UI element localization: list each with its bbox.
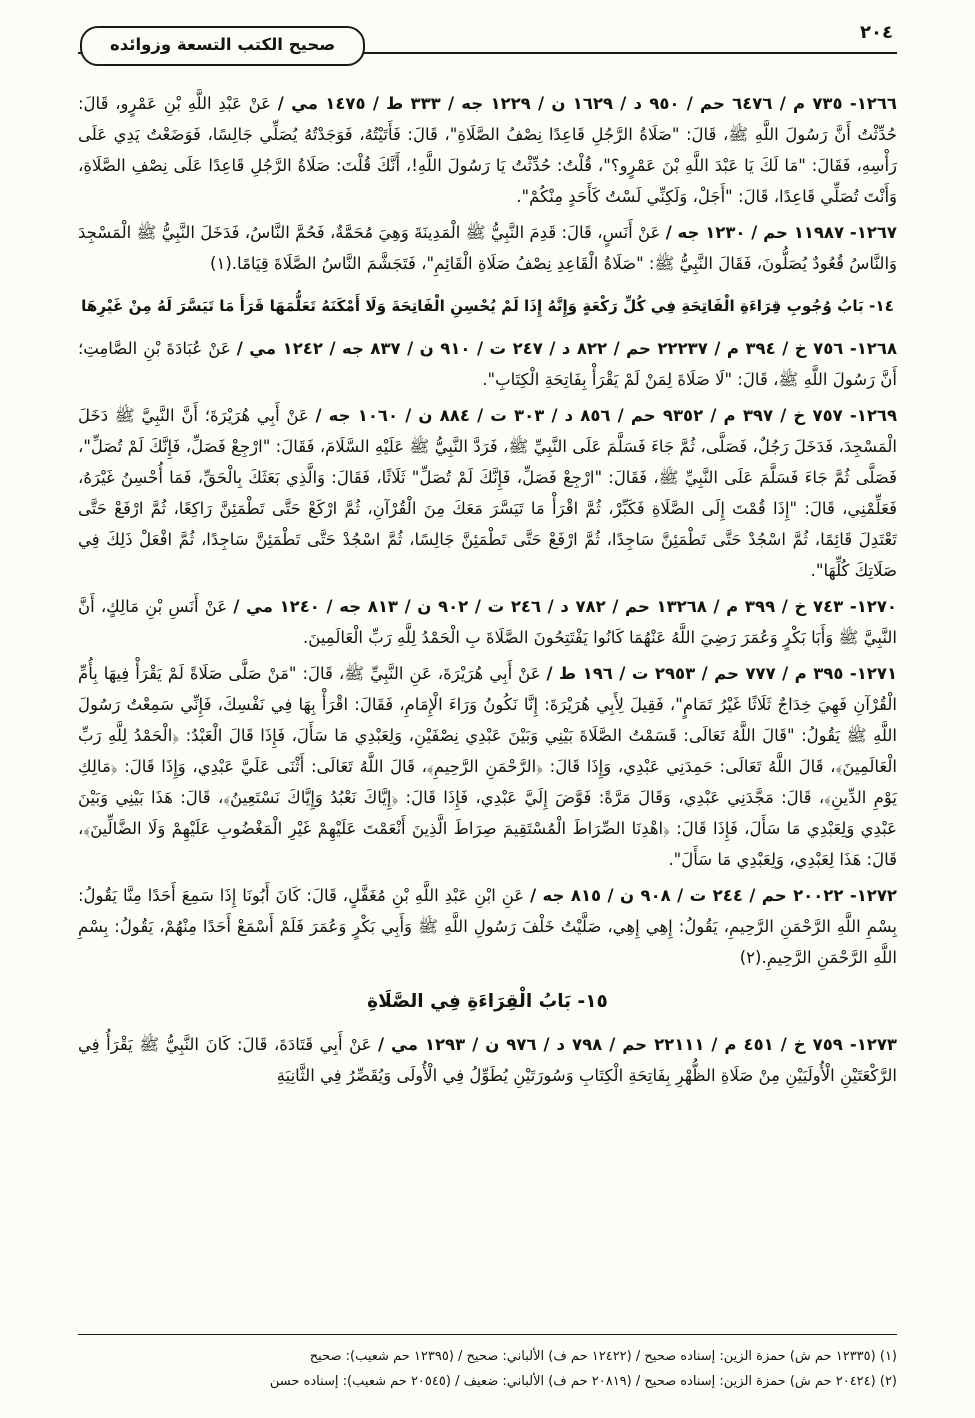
hadith-1267 xyxy=(78,217,897,279)
book-title: صحيح الكتب التسعة وزوائده xyxy=(110,35,336,54)
hadith-1269-refs: ١٢٦٩- ٧٥٧ خ / ٣٩٧ م / ٩٣٥٢ حم / ٨٥٦ د / ٣٠٣ ت / ٨٨٤ ن / ١٠٦٠ جه / xyxy=(315,406,898,425)
hadith-1272 xyxy=(78,880,897,973)
hadith-1273-text: عَنْ أَبِي قَتَادَةَ، قَالَ: كَانَ النَّبِيُّ ﷺ يَقْرَأُ فِي الرَّكْعَتَيْنِ الْأُولَيَيْنِ مِنْ صَلَاةِ الظُّهْرِ بِفَاتِحَةِ الْكِتَابِ وَسُورَتَيْنِ يُطَوِّلُ فِي الْأُولَى وَيُقَصِّرُ فِي الثَّانِيَةِ xyxy=(78,1035,897,1085)
book-title-box xyxy=(80,26,365,66)
footnote-1: (١) (١٢٣٣٥ حم ش) حمزة الزين: إسناده صحيح / (١٢٤٢٢ حم ف) الألباني: صحيح / (١٢٣٩٥ حم شعيب): صحيح xyxy=(309,1349,897,1364)
footnotes-section xyxy=(78,1334,897,1394)
chapter-heading-14: ١٤- بَابُ وُجُوبِ قِرَاءَةِ الْفَاتِحَةِ فِي كُلِّ رَكْعَةٍ وَإِنَّهُ إِذَا لَمْ يُحْسِنِ الْفَاتِحَةَ وَلَا أَمْكَنَهُ تَعَلُّمَهَا قَرَأَ مَا تَيَسَّرَ لَهُ مِنْ غَيْرِهَا xyxy=(81,297,894,315)
hadith-1271-text: عَنْ أَبِي هُرَيْرَةَ، عَنِ النَّبِيِّ ﷺ، قَالَ: "مَنْ صَلَّى صَلَاةً لَمْ يَقْرَأْ فِيهَا بِأُمِّ الْقُرْآنِ فَهِيَ خِدَاجٌ ثَلَاثًا غَيْرُ تَمَامٍ"، فَقِيلَ لِأَبِي هُرَيْرَةَ: إِنَّا نَكُونُ وَرَاءَ الْإِمَامِ، فَقَالَ: اقْرَأْ بِهَا فِي نَفْسِكَ، فَإِنِّي سَمِعْتُ رَسُولَ اللَّهِ ﷺ يَقُولُ: "قَالَ اللَّهُ تَعَالَى: قَسَمْتُ الصَّلَاةَ بَيْنِي وَبَيْنَ عَبْدِي نِصْفَيْنِ، وَلِعَبْدِي مَا سَأَلَ، فَإِذَا قَالَ الْعَبْدُ: ﴿الْحَمْدُ لِلَّهِ رَبِّ الْعَالَمِينَ﴾، قَالَ اللَّهُ تَعَالَى: حَمِدَنِي عَبْدِي، وَإِذَا قَالَ: ﴿الرَّحْمَنِ الرَّحِيمِ﴾، قَالَ اللَّهُ تَعَالَى: أَثْنَى عَلَيَّ عَبْدِي، وَإِذَا قَالَ: ﴿مَالِكِ يَوْمِ الدِّينِ﴾، قَالَ: مَجَّدَنِي عَبْدِي، وَقَالَ مَرَّةً: فَوَّضَ إِلَيَّ عَبْدِي، فَإِذَا قَالَ: ﴿إِيَّاكَ نَعْبُدُ وَإِيَّاكَ نَسْتَعِينُ﴾، قَالَ: هَذَا بَيْنِي وَبَيْنَ عَبْدِي وَلِعَبْدِي مَا سَأَلَ، فَإِذَا قَالَ: ﴿اهْدِنَا الصِّرَاطَ الْمُسْتَقِيمَ صِرَاطَ الَّذِينَ أَنْعَمْتَ عَلَيْهِمْ غَيْرِ الْمَغْضُوبِ عَلَيْهِمْ وَلَا الضَّالِّينَ﴾، قَالَ: هَذَا لِعَبْدِي، وَلِعَبْدِي مَا سَأَلَ". xyxy=(78,664,897,869)
hadith-1266 xyxy=(78,88,897,212)
hadith-1266-refs: ١٢٦٦- ٧٣٥ م / ٦٤٧٦ حم / ٩٥٠ د / ١٦٢٩ ن / ١٢٢٩ جه / ٣٣٣ ط / ١٤٧٥ مي / xyxy=(277,94,897,113)
hadith-1268 xyxy=(78,333,897,395)
hadith-1273 xyxy=(78,1029,897,1091)
hadith-1269 xyxy=(78,400,897,586)
chapter-heading-15: ١٥- بَابُ الْقِرَاءَةِ فِي الصَّلَاةِ xyxy=(367,991,608,1012)
page-number: ٢٠٤ xyxy=(860,22,893,43)
hadith-text-body xyxy=(78,88,897,1091)
hadith-1273-refs: ١٢٧٣- ٧٥٩ خ / ٤٥١ م / ٢٢١١١ حم / ٧٩٨ د / ٩٧٦ ن / ١٢٩٣ مي / xyxy=(377,1035,898,1054)
hadith-1268-text: عَنْ عُبَادَةَ بْنِ الصَّامِتِ؛ أَنَّ رَسُولَ اللَّهِ ﷺ، قَالَ: "لَا صَلَاةَ لِمَنْ لَمْ يَقْرَأْ بِفَاتِحَةِ الْكِتَابِ". xyxy=(78,339,897,389)
page-header xyxy=(78,18,897,76)
hadith-1269-text: عَنْ أَبِي هُرَيْرَةَ؛ أَنَّ النَّبِيَّ ﷺ دَخَلَ الْمَسْجِدَ، فَدَخَلَ رَجُلٌ، فَصَلَّى، ثُمَّ جَاءَ فَسَلَّمَ عَلَى النَّبِيِّ ﷺ، فَرَدَّ النَّبِيُّ ﷺ عَلَيْهِ السَّلَامَ، فَقَالَ: "ارْجِعْ فَصَلِّ، فَإِنَّكَ لَمْ تُصَلِّ"، فَصَلَّى ثُمَّ جَاءَ فَسَلَّمَ عَلَى النَّبِيِّ ﷺ، فَقَالَ: "ارْجِعْ فَصَلِّ، فَإِنَّكَ لَمْ تُصَلِّ" ثَلَاثًا، فَقَالَ: وَالَّذِي بَعَثَكَ بِالْحَقِّ، فَمَا أُحْسِنُ غَيْرَهُ، فَعَلِّمْنِي، قَالَ: "إِذَا قُمْتَ إِلَى الصَّلَاةِ فَكَبِّرْ، ثُمَّ اقْرَأْ مَا تَيَسَّرَ مَعَكَ مِنَ الْقُرْآنِ، ثُمَّ ارْكَعْ حَتَّى تَطْمَئِنَّ رَاكِعًا، ثُمَّ ارْفَعْ حَتَّى تَعْتَدِلَ قَائِمًا، ثُمَّ اسْجُدْ حَتَّى تَطْمَئِنَّ سَاجِدًا، ثُمَّ ارْفَعْ حَتَّى تَطْمَئِنَّ جَالِسًا، ثُمَّ اسْجُدْ حَتَّى تَطْمَئِنَّ سَاجِدًا، ثُمَّ افْعَلْ ذَلِكَ فِي صَلَاتِكَ كُلِّهَا". xyxy=(78,406,897,580)
hadith-1271 xyxy=(78,658,897,875)
hadith-1270-text: عَنْ أَنَسِ بْنِ مَالِكٍ، أَنَّ النَّبِيَّ ﷺ وَأَبَا بَكْرٍ وَعُمَرَ رَضِيَ اللَّهُ عَنْهُمَا كَانُوا يَفْتَتِحُونَ الصَّلَاةَ بِ الْحَمْدُ لِلَّهِ رَبِّ الْعَالَمِينَ. xyxy=(78,597,897,647)
footnote-2: (٢) (٢٠٤٢٤ حم ش) حمزة الزين: إسناده صحيح / (٢٠٨١٩ حم ف) الألباني: ضعيف / (٢٠٥٤٥ حم شعيب): إسناده حسن xyxy=(269,1374,897,1389)
hadith-1271-refs: ١٢٧١- ٣٩٥ م / ٧٧٧ حم / ٢٩٥٣ ت / ١٩٦ ط / xyxy=(546,664,898,683)
hadith-1272-refs: ١٢٧٢- ٢٠٠٢٢ حم / ٢٤٤ ت / ٩٠٨ ن / ٨١٥ جه / xyxy=(530,886,898,905)
hadith-1268-refs: ١٢٦٨- ٧٥٦ خ / ٣٩٤ م / ٢٢٢٣٧ حم / ٨٢٢ د / ٢٤٧ ت / ٩١٠ ن / ٨٣٧ جه / ١٢٤٢ مي / xyxy=(236,339,898,358)
hadith-1270-refs: ١٢٧٠- ٧٤٣ خ / ٣٩٩ م / ١٣٢٦٨ حم / ٧٨٢ د / ٢٤٦ ت / ٩٠٢ ن / ٨١٣ جه / ١٢٤٠ مي / xyxy=(233,597,898,616)
hadith-1272-text: عَنِ ابْنِ عَبْدِ اللَّهِ بْنِ مُغَفَّلٍ، قَالَ: كَانَ أَبُونَا إِذَا سَمِعَ أَحَدًا مِنَّا يَقُولُ: بِسْمِ اللَّهِ الرَّحْمَنِ الرَّحِيمِ، يَقُولُ: إِهِي إِهِي، صَلَّيْتُ خَلْفَ رَسُولِ اللَّهِ ﷺ وَأَبِي بَكْرٍ وَعُمَرَ فَلَمْ أَسْمَعْ أَحَدًا مِنْهُمْ، يَقُولُ: بِسْمِ اللَّهِ الرَّحْمَنِ الرَّحِيمِ.(٢) xyxy=(78,886,897,967)
hadith-1267-text: عَنْ أَنَسٍ، قَالَ: قَدِمَ النَّبِيُّ ﷺ الْمَدِينَةَ وَهِيَ مُحَمَّةٌ، فَحُمَّ النَّاسُ، فَدَخَلَ النَّبِيُّ ﷺ الْمَسْجِدَ وَالنَّاسُ قُعُودٌ يُصَلُّونَ، فَقَالَ النَّبِيُّ ﷺ: "صَلَاةُ الْقَاعِدِ نِصْفُ صَلَاةِ الْقَائِمِ"، فَتَجَشَّمَ النَّاسُ الصَّلَاةَ قِيَامًا.(١) xyxy=(78,223,897,273)
hadith-1266-text: عَنْ عَبْدِ اللَّهِ بْنِ عَمْرٍو، قَالَ: حُدِّثْتُ أَنَّ رَسُولَ اللَّهِ ﷺ، قَالَ: "صَلَاةُ الرَّجُلِ قَاعِدًا نِصْفُ الصَّلَاةِ"، قَالَ: فَأَتَيْتُهُ، فَوَجَدْتُهُ يُصَلِّي جَالِسًا، فَوَضَعْتُ يَدِي عَلَى رَأْسِهِ، فَقَالَ: "مَا لَكَ يَا عَبْدَ اللَّهِ بْنَ عَمْرٍو؟"، قُلْتُ: حُدِّثْتُ يَا رَسُولَ اللَّهِ!، أَنَّكَ قُلْتَ: صَلَاةُ الرَّجُلِ قَاعِدًا عَلَى نِصْفِ الصَّلَاةِ، وَأَنْتَ تُصَلِّي قَاعِدًا، قَالَ: "أَجَلْ، وَلَكِنِّي لَسْتُ كَأَحَدٍ مِنْكُمْ". xyxy=(78,94,897,206)
hadith-1267-refs: ١٢٦٧- ١١٩٨٧ حم / ١٢٣٠ جه / xyxy=(665,223,898,242)
hadith-1270 xyxy=(78,591,897,653)
